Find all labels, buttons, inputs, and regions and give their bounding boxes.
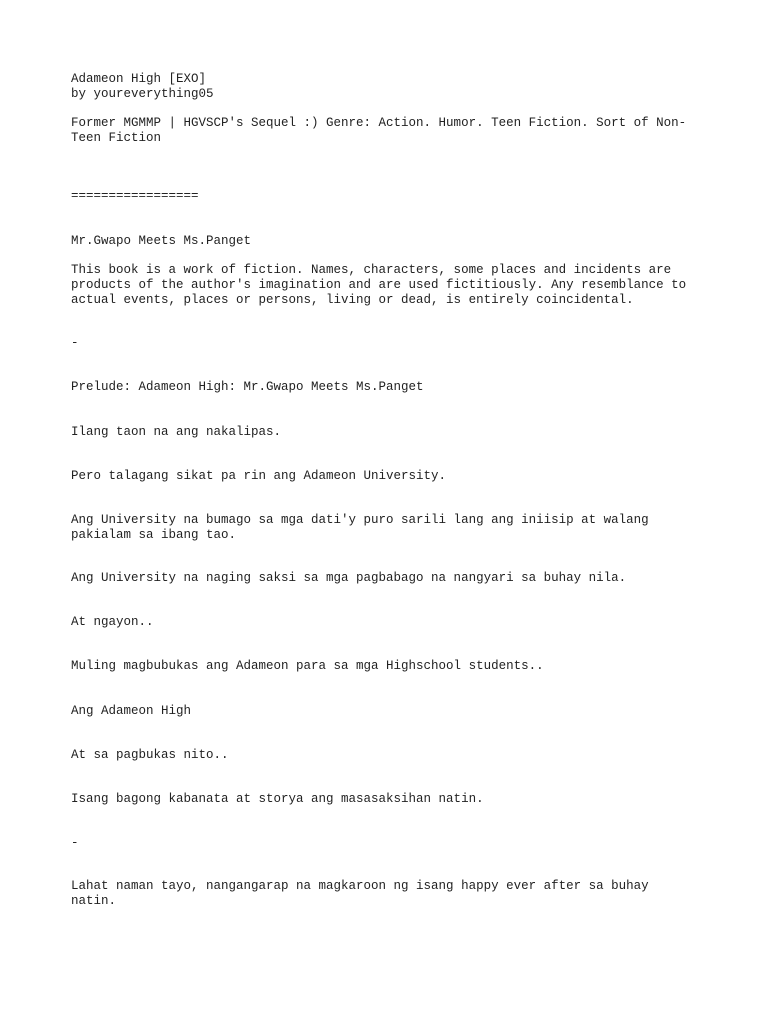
dash-divider: - — [71, 336, 79, 350]
disclaimer-paragraph: This book is a work of fiction. Names, characters, some places and incidents are products of the author's imagination and are used fictitiously. Any resemblance to actual events, places or persons, living or dead, is entirely coincidental. — [71, 263, 694, 307]
section-separator: ================= — [71, 189, 199, 203]
author-byline: by youreverything05 — [71, 87, 214, 101]
document-title: Adameon High [EXO] — [71, 72, 207, 86]
paragraph: Ang University na bumago sa mga dati'y puro sarili lang ang iniisip at walang pakialam sa ibang tao. — [71, 513, 657, 542]
paragraph: At ngayon.. — [71, 615, 154, 629]
paragraph: Pero talagang sikat pa rin ang Adameon University. — [71, 469, 447, 483]
book-title: Mr.Gwapo Meets Ms.Panget — [71, 234, 252, 248]
paragraph: Isang bagong kabanata at storya ang masasaksihan natin. — [71, 792, 484, 806]
prelude-heading: Prelude: Adameon High: Mr.Gwapo Meets Ms.Panget — [71, 380, 424, 394]
paragraph: Ang Adameon High — [71, 704, 192, 718]
paragraph: Ilang taon na ang nakalipas. — [71, 425, 282, 439]
paragraph: At sa pagbukas nito.. — [71, 748, 229, 762]
paragraph: Muling magbubukas ang Adameon para sa mga Highschool students.. — [71, 659, 544, 673]
paragraph: Lahat naman tayo, nangangarap na magkaroon ng isang happy ever after sa buhay natin. — [71, 879, 657, 908]
dash-divider: - — [71, 836, 79, 850]
paragraph: Ang University na naging saksi sa mga pagbabago na nangyari sa buhay nila. — [71, 571, 627, 585]
story-description: Former MGMMP | HGVSCP's Sequel :) Genre: Action. Humor. Teen Fiction. Sort of Non-Teen Fiction — [71, 116, 687, 145]
